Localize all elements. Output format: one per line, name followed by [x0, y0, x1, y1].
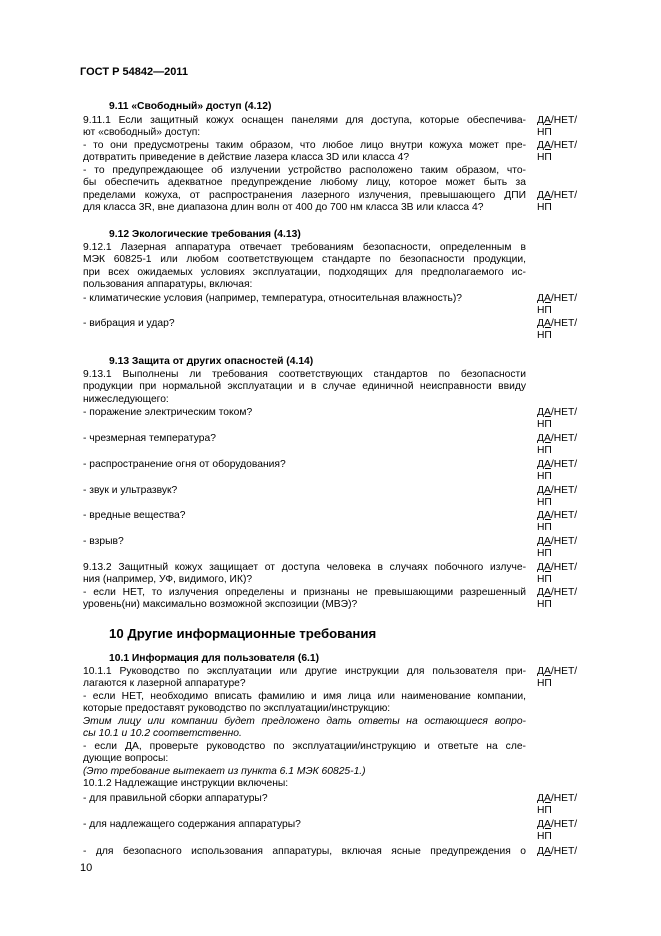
text-line: ют «свободный» доступ:: [83, 127, 201, 138]
answer-no: /НЕТ/: [550, 510, 578, 521]
answer-yes: ДА: [537, 793, 551, 804]
text-line: - вибрация и удар?: [83, 318, 175, 329]
text-line: - то они предусмотрены таким образом, что любое лицо внутри кожуха может пре-: [83, 140, 526, 151]
answer-na: НП: [537, 305, 552, 317]
answer-na: НП: [537, 330, 552, 342]
text-line: МЭК 60825-1 или любом соответствующем стандарте по безопасности продукции,: [83, 254, 526, 265]
text-line: - звук и ультразвук?: [83, 485, 178, 496]
text-line: - распространение огня от оборудования?: [83, 459, 286, 470]
answer-no: /НЕТ/: [550, 666, 578, 677]
text-line: 9.11.1 Если защитный кожух оснащен панелями для доступа, которые обеспечива-: [83, 115, 526, 126]
answer-options: [537, 485, 577, 510]
answer-yes: ДА: [537, 536, 551, 547]
answer-na: НП: [537, 445, 552, 457]
answer-yes: ДА: [537, 407, 551, 418]
text-line: - для безопасного использования аппаратуры, включая ясные предупреждения о: [83, 846, 526, 857]
section-9-12-title: 9.12 Экологические требования (4.13): [109, 229, 301, 240]
answer-no: /НЕТ/: [550, 587, 578, 598]
answer-na: НП: [537, 522, 552, 534]
text-line: - вредные вещества?: [83, 510, 186, 521]
answer-no: /НЕТ/: [550, 293, 578, 304]
answer-na: НП: [537, 152, 552, 164]
answer-no: /НЕТ/: [550, 819, 578, 830]
text-line: дотвратить приведение в действие лазера класса 3D или класса 4?: [83, 152, 410, 163]
answer-no: /НЕТ/: [550, 318, 578, 329]
answer-yes: ДА: [537, 293, 551, 304]
answer-no: /НЕТ/: [550, 793, 578, 804]
answer-na: НП: [537, 574, 552, 586]
answer-yes: ДА: [537, 819, 551, 830]
answer-options: [537, 115, 577, 140]
answer-options: [537, 407, 577, 432]
answer-options: [537, 459, 577, 484]
text-line: 9.13.1 Выполнены ли требования соответствующих стандартов по безопасности: [83, 369, 526, 380]
answer-na: НП: [537, 678, 552, 690]
answer-options: [537, 190, 577, 215]
answer-options: [537, 433, 577, 458]
text-line: ния (например, УФ, видимого, ИК)?: [83, 574, 253, 585]
answer-yes: ДА: [537, 433, 551, 444]
text-line: - если ДА, проверьте руководство по эксплуатации/инструкцию и ответьте на сле-: [83, 741, 526, 752]
answer-options: [537, 562, 577, 587]
answer-na: НП: [537, 831, 552, 843]
text-line: (Это требование вытекает из пункта 6.1 МЭК 60825-1.): [83, 766, 366, 777]
text-line: нижеследующего:: [83, 394, 169, 405]
answer-yes: ДА: [537, 459, 551, 470]
answer-no: /НЕТ/: [550, 140, 578, 151]
answer-no: /НЕТ/: [550, 115, 578, 126]
answer-yes: ДА: [537, 666, 551, 677]
text-line: пользования аппаратуры, включая:: [83, 279, 253, 290]
text-line: 9.13.2 Защитный кожух защищает от доступа человека в случаях побочного излуче-: [83, 562, 526, 573]
answer-yes: ДА: [537, 587, 551, 598]
answer-options: [537, 510, 577, 535]
answer-yes: ДА: [537, 510, 551, 521]
text-line: 10.1.1 Руководство по эксплуатации или другие инструкции для пользователя при-: [83, 666, 526, 677]
text-line: лагаются к лазерной аппаратуре?: [83, 678, 246, 689]
text-line: - для надлежащего содержания аппаратуры?: [83, 819, 301, 830]
answer-no: /НЕТ/: [550, 459, 578, 470]
text-line: сы 10.1 и 10.2 соответственно.: [83, 728, 242, 739]
answer-yes: ДА: [537, 846, 551, 857]
answer-na: НП: [537, 471, 552, 483]
text-line: продукции при нормальной эксплуатации и в случае единичной неисправности ввиду: [83, 381, 526, 392]
text-line: - чрезмерная температура?: [83, 433, 216, 444]
text-line: 9.12.1 Лазерная аппаратура отвечает требованиям безопасности, определенным в: [83, 242, 526, 253]
text-line: - взрыв?: [83, 536, 124, 547]
text-line: - если НЕТ, необходимо вписать фамилию и имя лица или наименование компании,: [83, 691, 526, 702]
answer-options: [537, 846, 577, 858]
text-line: - климатические условия (например, температура, относительная влажность)?: [83, 293, 463, 304]
answer-na: НП: [537, 805, 552, 817]
page-number: 10: [80, 862, 93, 874]
answer-na: НП: [537, 127, 552, 139]
answer-yes: ДА: [537, 190, 551, 201]
answer-options: [537, 819, 577, 844]
answer-options: [537, 793, 577, 818]
answer-no: /НЕТ/: [550, 190, 578, 201]
text-line: Этим лицу или компании будет предложено дать ответы на остающиеся вопро-: [83, 716, 526, 727]
answer-options: [537, 318, 577, 343]
answer-yes: ДА: [537, 115, 551, 126]
section-9-13-title: 9.13 Защита от других опасностей (4.14): [109, 356, 314, 367]
answer-yes: ДА: [537, 318, 551, 329]
text-line: - то предупреждающее об излучении устройство расположено таким образом, что-: [83, 165, 526, 176]
text-line: - если НЕТ, то излучения определены и признаны не превышающими разрешенный: [83, 587, 526, 598]
text-line: 10.1.2 Надлежащие инструкции включены:: [83, 778, 289, 789]
answer-options: [537, 293, 577, 318]
answer-no: /НЕТ/: [550, 485, 578, 496]
answer-na: НП: [537, 202, 552, 214]
answer-options: [537, 666, 577, 691]
section-10-1-title: 10.1 Информация для пользователя (6.1): [109, 653, 320, 664]
answer-na: НП: [537, 419, 552, 431]
text-line: дующие вопросы:: [83, 753, 169, 764]
text-line: для класса 3R, вне диапазона длин волн от 400 до 700 нм класса 3В или класса 4?: [83, 202, 484, 213]
answer-no: /НЕТ/: [550, 562, 578, 573]
answer-na: НП: [537, 497, 552, 509]
page-header: ГОСТ Р 54842—2011: [80, 66, 188, 78]
text-line: - для правильной сборки аппаратуры?: [83, 793, 268, 804]
text-line: - поражение электрическим током?: [83, 407, 253, 418]
text-line: при всех ожидаемых условиях эксплуатации, подходящих для предполагаемого ис-: [83, 267, 526, 278]
answer-yes: ДА: [537, 562, 551, 573]
text-line: которые предоставят руководство по эксплуатации/инструкцию:: [83, 703, 391, 714]
section-10-title: 10 Другие информационные требования: [109, 626, 377, 641]
answer-options: [537, 140, 577, 165]
answer-na: НП: [537, 599, 552, 611]
section-9-11-title: 9.11 «Свободный» доступ (4.12): [109, 101, 272, 112]
text-line: пределами кожуха, от распространения лазерного излучения, превышающего ДПИ: [83, 190, 526, 201]
answer-no: /НЕТ/: [550, 433, 578, 444]
answer-na: НП: [537, 548, 552, 560]
answer-yes: ДА: [537, 485, 551, 496]
answer-no: /НЕТ/: [550, 536, 578, 547]
text-line: бы обеспечить адекватное предупреждение любому лицу, которое может быть за: [83, 177, 526, 188]
answer-no: /НЕТ/: [550, 846, 578, 857]
answer-yes: ДА: [537, 140, 551, 151]
answer-no: /НЕТ/: [550, 407, 578, 418]
text-line: уровень(ни) максимально возможной экспозиции (МВЭ)?: [83, 599, 358, 610]
answer-options: [537, 587, 577, 612]
answer-options: [537, 536, 577, 561]
